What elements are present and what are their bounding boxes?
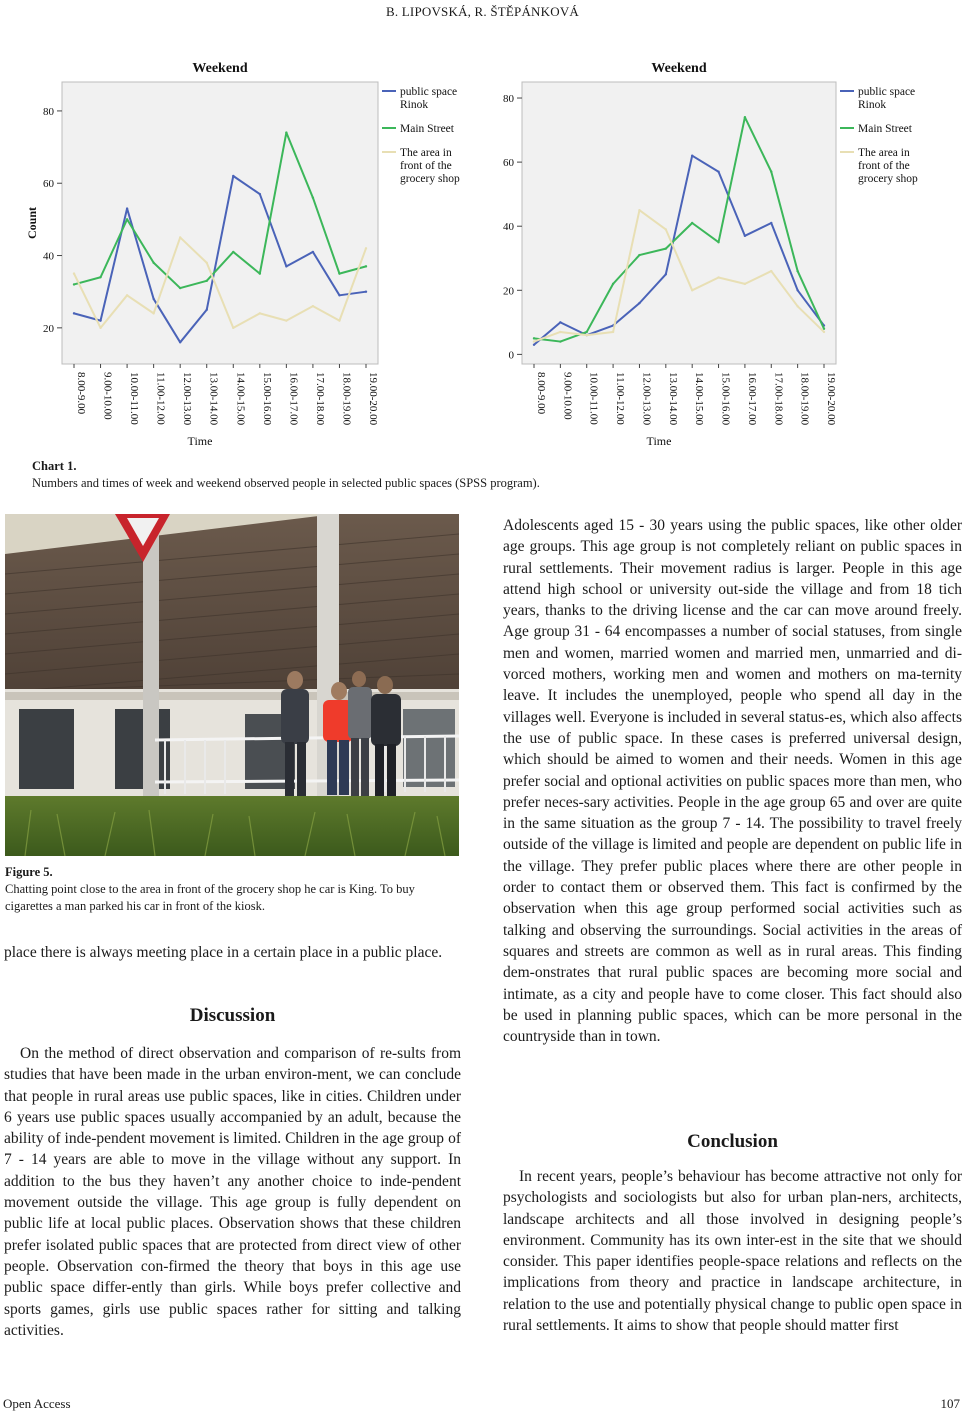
data-point: [796, 270, 798, 272]
data-point: [232, 175, 234, 177]
legend-label: Rinok: [400, 99, 429, 111]
data-point: [638, 254, 640, 256]
data-point: [73, 283, 75, 285]
figure-caption-label: Figure 5.: [5, 865, 53, 879]
x-tick-label: 17.00-18.00: [313, 372, 326, 426]
x-tick-label: 13.00-14.00: [207, 372, 220, 426]
x-tick-label: 16.00-17.00: [745, 372, 758, 426]
data-point: [285, 319, 287, 321]
x-axis-label: Time: [187, 434, 213, 448]
footer-page-number: 107: [940, 1396, 960, 1411]
data-point: [823, 331, 825, 333]
x-tick-label: 16.00-17.00: [287, 372, 300, 426]
data-point: [312, 305, 314, 307]
data-point: [285, 265, 287, 267]
right-column-paragraph: Adolescents aged 15 - 30 years using the public spaces, like other older age groups. This age group is not completely reliant on public spaces in rural settlements. Their movement radius is larger. People in this age attend high school or university out-side the village and from 18 tich years, thanks to the driving license and the car can move around freely. Age group 31 - 64 encompasses a number of social statuses, from single men and women, married women and married men, unmarried and di-vorced mothers, working men and women and mothers on ma-ternity leave. It includes the unemployed, people who spend all day in the villages well. Everyone is included in several status-es, which also affects the use of public space. In these cases is preferred universal design, which should be aimed to women and their needs. Women in this age prefer social and optional activities on public spaces more than men, who prefer neces-sary activities. People in the age group 65 and over are quite in the same situation as the group 7 - 14. The possibility to travel freely outside of the village is limited and people are dependent on public life in the village. They prefer public places where there are other people in order to contact them or observed them. This fact is confirmed by the observation when this age group performed social activities such as talking and observing the surroundings. Social activities in the areas of squares and streets are common as well as in rural areas. This finding dem-onstrates that rural public spaces are becoming more social and intimate, as a city and people have to come closer. This fact should also be used in planning public spaces, which can be more personal in the countryside than in town.: [503, 517, 962, 1046]
chart-title: Weekend: [192, 61, 248, 76]
data-point: [179, 236, 181, 238]
data-point: [152, 298, 154, 300]
data-point: [744, 283, 746, 285]
data-point: [638, 302, 640, 304]
y-tick-label: 40: [43, 250, 54, 263]
footer-open-access: Open Access: [3, 1396, 71, 1411]
legend-label: grocery shop: [858, 173, 918, 185]
data-point: [73, 312, 75, 314]
chart-caption-text: Numbers and times of week and weekend observed people in selected public spaces (SPSS program).: [32, 476, 540, 490]
legend-label: grocery shop: [400, 173, 460, 185]
data-point: [744, 116, 746, 118]
data-point: [796, 289, 798, 291]
data-point: [126, 218, 128, 220]
x-tick-label: 11.00-12.00: [614, 372, 627, 425]
data-point: [559, 321, 561, 323]
data-point: [665, 228, 667, 230]
legend-label: public space: [400, 86, 458, 98]
x-tick-label: 8.00-9.00: [535, 372, 547, 415]
discussion-heading: Discussion: [189, 1005, 276, 1026]
data-point: [638, 209, 640, 211]
conclusion-paragraph: In recent years, people’s behaviour has become attractive not only for psychologists and sociologists but also for urban plan-ners, architects, landscape architects and all those involved in designing people’s environment. Community has its own inter-est in the site that we should consider. This paper identifies people-space relations and reflects on the implications from theory and practice in landscape architecture, in relation to the use and potentially physical change to public open space in rural settlements. It aims to show that people should matter first: [503, 1168, 962, 1335]
x-tick-label: 14.00-15.00: [234, 372, 247, 426]
data-point: [717, 171, 719, 173]
legend-label: Rinok: [858, 99, 887, 111]
legend-label: front of the: [400, 160, 452, 172]
data-point: [533, 337, 535, 339]
x-tick-label: 18.00-19.00: [340, 372, 353, 426]
x-tick-label: 17.00-18.00: [772, 372, 785, 426]
x-tick-label: 9.00-10.00: [561, 372, 574, 420]
data-point: [99, 327, 101, 329]
data-point: [206, 280, 208, 282]
discussion-paragraph: On the method of direct observation and comparison of re-sults from studies that have been made in the urban environ-ment, we can conclude that people in rural areas use public spaces, like in cities. Children under 6 years use public spaces usually accompanied by an adult, because the ability of inde-pendent movement is limited. Children in the age group of 7 - 14 years are able to move in the village without any support. In addition to the bus they haven’t any another choice to inde-pendent movement outside the village. This age group is fully dependent on public life at local public places. Observation shows that these children prefer isolated public spaces that are protected from direct view of other people. Observation con-firmed the theory that boys in this age use public space differ-ently than girls. While boys prefer collective and sports games, girls use public spaces rather for sitting and talking activities.: [4, 1045, 461, 1339]
x-tick-label: 9.00-10.00: [101, 372, 114, 420]
y-axis-label: Count: [25, 206, 39, 240]
data-point: [770, 171, 772, 173]
y-tick-label: 80: [43, 105, 54, 118]
data-point: [665, 247, 667, 249]
data-point: [232, 251, 234, 253]
y-tick-label: 80: [503, 93, 514, 106]
data-point: [533, 344, 535, 346]
chart-weekend-right: [490, 50, 950, 450]
data-point: [717, 241, 719, 243]
figure-caption: [5, 864, 465, 915]
data-point: [99, 319, 101, 321]
data-point: [691, 289, 693, 291]
data-point: [206, 309, 208, 311]
data-point: [179, 287, 181, 289]
legend-label: Main Street: [858, 123, 912, 135]
data-point: [770, 270, 772, 272]
chart-title: Weekend: [651, 61, 707, 76]
legend-label: The area in: [400, 147, 452, 159]
data-point: [533, 340, 535, 342]
figure-caption-text: Chatting point close to the area in front of the grocery shop he car is King. To buy cigarettes a man parked his car in front of the kiosk.: [5, 882, 415, 913]
conclusion-heading: Conclusion: [687, 1131, 778, 1152]
x-tick-label: 15.00-16.00: [260, 372, 273, 426]
y-tick-label: 60: [43, 178, 54, 191]
data-point: [179, 341, 181, 343]
legend-label: Main Street: [400, 123, 454, 135]
legend-label: The area in: [858, 147, 910, 159]
data-point: [338, 319, 340, 321]
data-point: [717, 276, 719, 278]
data-point: [259, 312, 261, 314]
data-point: [612, 283, 614, 285]
data-point: [796, 305, 798, 307]
x-tick-label: 19.00-20.00: [825, 372, 837, 426]
running-head: B. LIPOVSKÁ, R. ŠTĚPÁNKOVÁ: [386, 4, 579, 19]
x-tick-label: 11.00-12.00: [154, 372, 167, 425]
x-tick-label: 12.00-13.00: [181, 372, 194, 426]
data-point: [99, 276, 101, 278]
x-tick-label: 14.00-15.00: [693, 372, 706, 426]
y-tick-label: 20: [43, 322, 54, 335]
data-point: [259, 193, 261, 195]
data-point: [338, 294, 340, 296]
data-point: [126, 207, 128, 209]
people-group: [281, 671, 401, 797]
legend-label: front of the: [858, 160, 910, 172]
x-tick-label: 10.00-11.00: [587, 372, 600, 425]
data-point: [259, 272, 261, 274]
x-tick-label: 8.00-9.00: [75, 372, 87, 415]
data-point: [365, 265, 367, 267]
x-tick-label: 18.00-19.00: [798, 372, 811, 426]
data-point: [338, 272, 340, 274]
x-tick-label: 12.00-13.00: [640, 372, 653, 426]
data-point: [312, 196, 314, 198]
x-axis-label: Time: [646, 434, 672, 448]
data-point: [559, 331, 561, 333]
data-point: [586, 334, 588, 336]
x-tick-label: 10.00-11.00: [128, 372, 141, 425]
data-point: [612, 331, 614, 333]
y-tick-label: 0: [508, 349, 514, 362]
data-point: [586, 331, 588, 333]
chart-caption: [32, 458, 932, 492]
data-point: [232, 327, 234, 329]
data-point: [152, 312, 154, 314]
data-point: [152, 262, 154, 264]
y-tick-label: 40: [503, 221, 514, 234]
x-tick-label: 13.00-14.00: [666, 372, 679, 426]
y-tick-label: 60: [503, 157, 514, 170]
data-point: [312, 251, 314, 253]
figure-photo: [5, 514, 459, 856]
plot-area: [62, 82, 378, 364]
chart-weekend-left: [20, 50, 480, 450]
data-point: [126, 294, 128, 296]
data-point: [665, 273, 667, 275]
plot-area: [522, 82, 836, 364]
data-point: [365, 290, 367, 292]
data-point: [365, 247, 367, 249]
data-point: [744, 235, 746, 237]
data-point: [559, 340, 561, 342]
legend-label: public space: [858, 86, 916, 98]
data-point: [73, 272, 75, 274]
data-point: [285, 131, 287, 133]
data-point: [823, 328, 825, 330]
x-tick-label: 19.00-20.00: [367, 372, 379, 426]
x-tick-label: 15.00-16.00: [719, 372, 732, 426]
data-point: [206, 262, 208, 264]
left-paragraph-continuation: place there is always meeting place in a certain place in a public place.: [4, 944, 443, 961]
chart-caption-label: Chart 1.: [32, 459, 77, 473]
y-tick-label: 20: [503, 285, 514, 298]
data-point: [770, 222, 772, 224]
photo-illustration: [5, 514, 459, 856]
data-point: [691, 222, 693, 224]
data-point: [691, 155, 693, 157]
